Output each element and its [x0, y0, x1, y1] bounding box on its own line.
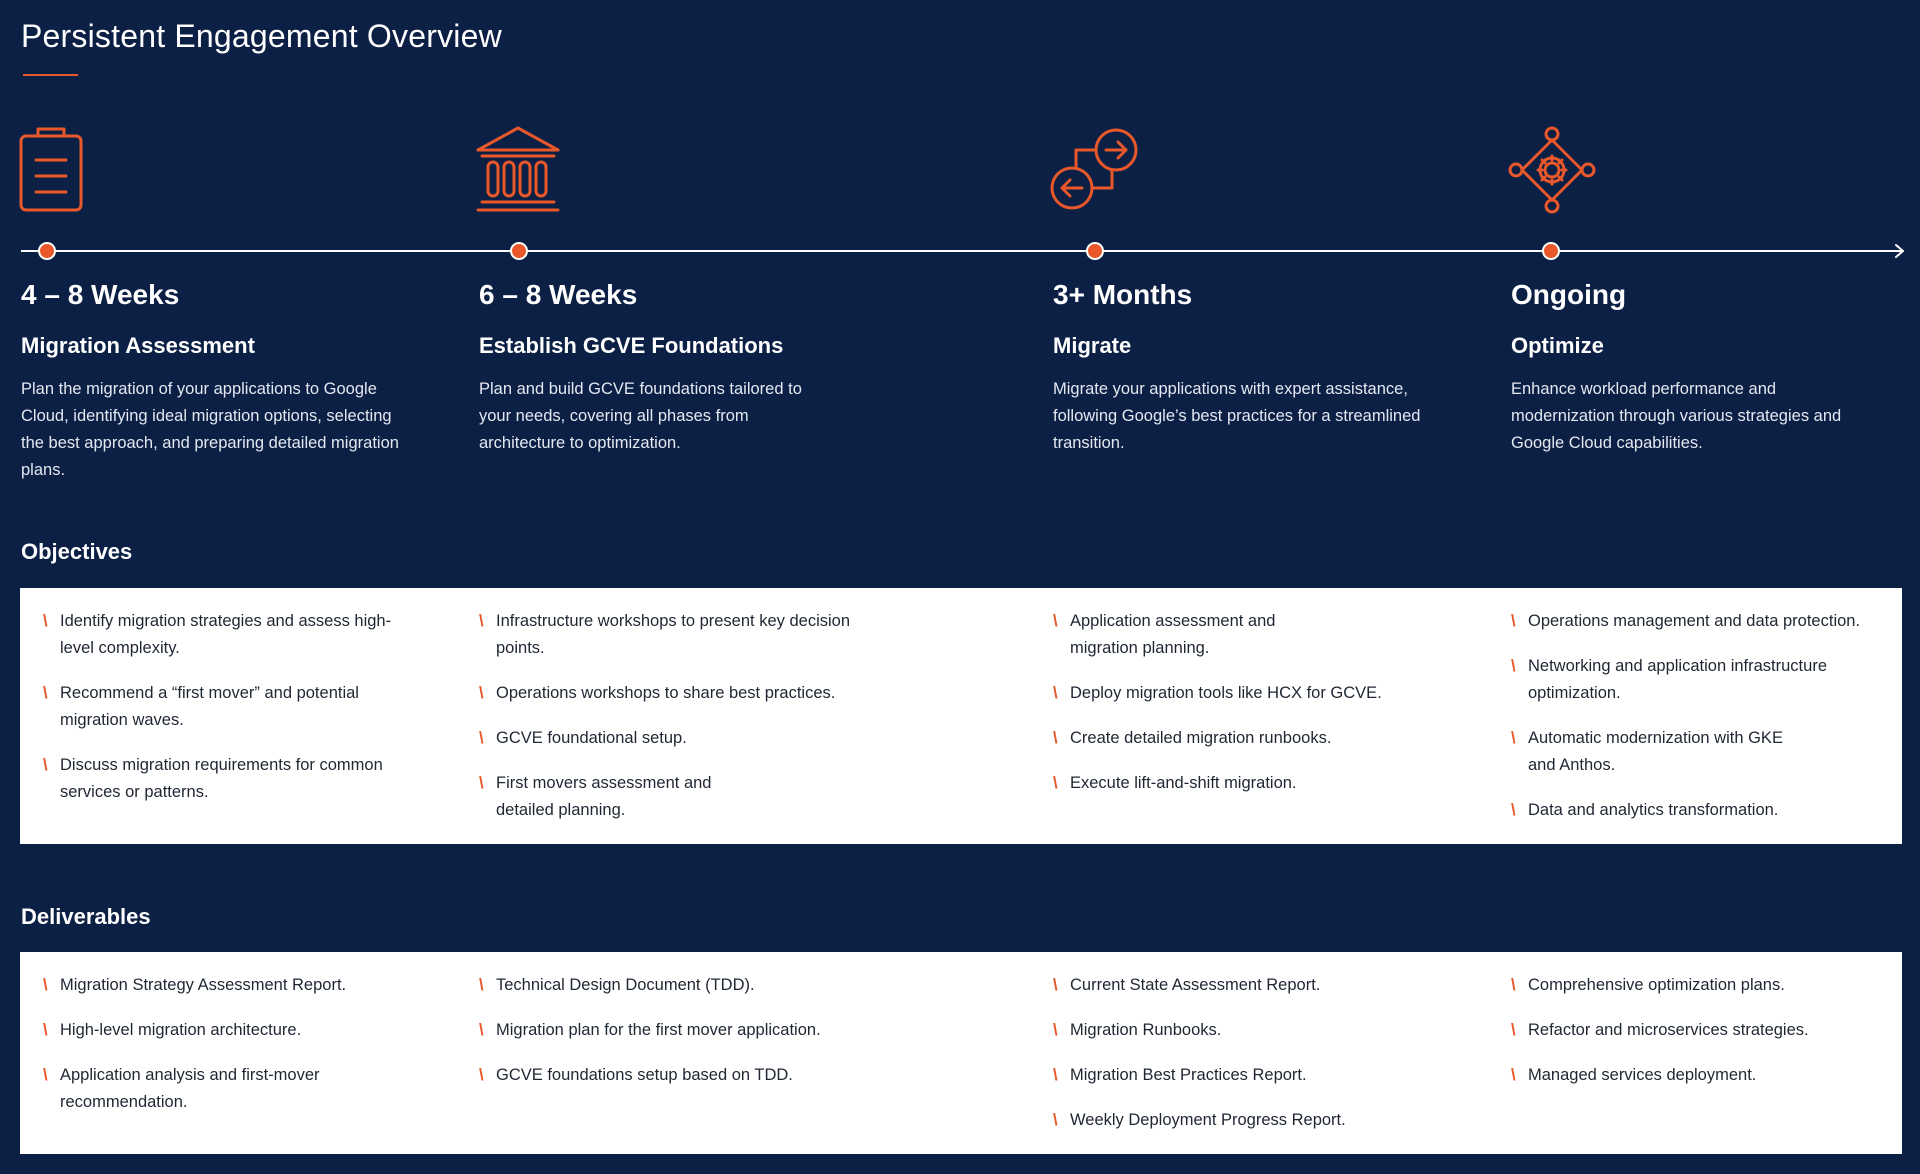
objective-item: \ Application assessment and migration planning.: [1030, 608, 1320, 662]
bullet-slash: \: [479, 729, 484, 747]
objective-item: \ Deploy migration tools like HCX for GCVE.: [1030, 680, 1410, 707]
phase-duration: 6 – 8 Weeks: [479, 279, 638, 310]
phase-title: Migrate: [1053, 333, 1132, 358]
objective-item: \ Networking and application infrastructure optimization.: [1488, 653, 1868, 707]
objectives-column: [1488, 608, 1898, 842]
deliverables-column: [20, 972, 410, 1134]
timeline-dot: [1086, 242, 1104, 260]
bullet-slash: \: [1511, 801, 1516, 819]
phase-title: Migration Assessment: [21, 333, 255, 358]
bullet-slash: \: [43, 1066, 48, 1084]
bullet-slash: \: [479, 774, 484, 792]
bullet-slash: \: [479, 1066, 484, 1084]
bullet-slash: \: [1053, 612, 1058, 630]
phase-title: Optimize: [1511, 333, 1604, 358]
deliverable-item: \ Migration Best Practices Report.: [1030, 1062, 1410, 1089]
bullet-slash: \: [43, 1021, 48, 1039]
migrate-arrows-icon: [1050, 126, 1140, 216]
title-underline: [23, 74, 78, 76]
bullet-slash: \: [479, 976, 484, 994]
clipboard-icon: [18, 126, 108, 216]
phase-description: Plan the migration of your applications to Google Cloud, identifying ideal migration options, selecting the best approach, and preparing detailed migration plans.: [21, 380, 399, 479]
objective-item: \ Execute lift-and-shift migration.: [1030, 770, 1410, 797]
bullet-slash: \: [1053, 1111, 1058, 1129]
timeline-arrowhead: [1888, 242, 1906, 260]
deliverable-item: \ Managed services deployment.: [1488, 1062, 1898, 1089]
objective-item: \ Infrastructure workshops to present key decision points.: [456, 608, 896, 662]
timeline-dot: [510, 242, 528, 260]
deliverable-item: \ Weekly Deployment Progress Report.: [1030, 1107, 1410, 1134]
objectives-column: [1030, 608, 1410, 815]
deliverables-heading: Deliverables: [21, 904, 151, 929]
phase-migrate: [1053, 278, 1423, 457]
objective-item: \ Recommend a “first mover” and potential migration waves.: [20, 680, 410, 734]
bullet-slash: \: [1053, 1021, 1058, 1039]
phase-duration: 3+ Months: [1053, 279, 1193, 310]
objective-item: \ Data and analytics transformation.: [1488, 797, 1898, 824]
phase-optimize: [1511, 278, 1881, 457]
deliverables-column: [1030, 972, 1410, 1152]
bullet-slash: \: [43, 976, 48, 994]
phase-description: Plan and build GCVE foundations tailored to your needs, covering all phases from architecture to optimization.: [479, 380, 802, 452]
phase-duration: Ongoing: [1511, 279, 1627, 310]
deliverable-item: \ Refactor and microservices strategies.: [1488, 1017, 1898, 1044]
bullet-slash: \: [1511, 1021, 1516, 1039]
deliverable-item: \ GCVE foundations setup based on TDD.: [456, 1062, 896, 1089]
deliverable-item: \ Technical Design Document (TDD).: [456, 972, 896, 999]
bullet-slash: \: [479, 1021, 484, 1039]
deliverables-panel: [20, 952, 1902, 1154]
deliverable-item: \ Current State Assessment Report.: [1030, 972, 1410, 999]
bullet-slash: \: [479, 684, 484, 702]
bullet-slash: \: [1511, 729, 1516, 747]
deliverable-item: \ High-level migration architecture.: [20, 1017, 410, 1044]
phase-title: Establish GCVE Foundations: [479, 333, 784, 358]
deliverable-item: \ Comprehensive optimization plans.: [1488, 972, 1898, 999]
deliverable-item: \ Migration plan for the first mover application.: [456, 1017, 896, 1044]
timeline-line: [21, 250, 1903, 252]
objectives-heading: Objectives: [21, 539, 133, 564]
objective-item: \ Operations management and data protection.: [1488, 608, 1898, 635]
bullet-slash: \: [479, 612, 484, 630]
phase-establish-foundations: [479, 278, 809, 457]
phase-duration: 4 – 8 Weeks: [21, 279, 180, 310]
objectives-panel: [20, 588, 1902, 844]
deliverables-column: [456, 972, 896, 1107]
bullet-slash: \: [1053, 1066, 1058, 1084]
bullet-slash: \: [43, 612, 48, 630]
phase-migration-assessment: [21, 278, 401, 484]
columns-building-icon: [476, 126, 566, 216]
objective-item: \ GCVE foundational setup.: [456, 725, 896, 752]
bullet-slash: \: [1053, 684, 1058, 702]
objective-item: \ Create detailed migration runbooks.: [1030, 725, 1410, 752]
objective-item: \ Discuss migration requirements for common services or patterns.: [20, 752, 410, 806]
objectives-column: [20, 608, 410, 824]
timeline-dot: [1542, 242, 1560, 260]
bullet-slash: \: [43, 684, 48, 702]
deliverable-item: \ Migration Runbooks.: [1030, 1017, 1410, 1044]
objective-item: \ First movers assessment and detailed planning.: [456, 770, 756, 824]
bullet-slash: \: [1511, 1066, 1516, 1084]
bullet-slash: \: [43, 756, 48, 774]
bullet-slash: \: [1053, 729, 1058, 747]
bullet-slash: \: [1053, 976, 1058, 994]
page-title: Persistent Engagement Overview: [21, 18, 502, 54]
phase-description: Migrate your applications with expert assistance, following Google’s best practices for a streamlined transition.: [1053, 380, 1421, 452]
bullet-slash: \: [1511, 657, 1516, 675]
objective-item: \ Automatic modernization with GKE and Anthos.: [1488, 725, 1808, 779]
objective-item: \ Identify migration strategies and assess high-level complexity.: [20, 608, 410, 662]
objectives-column: [456, 608, 896, 842]
bullet-slash: \: [1053, 774, 1058, 792]
objective-item: \ Operations workshops to share best practices.: [456, 680, 896, 707]
bullet-slash: \: [1511, 612, 1516, 630]
timeline-dot: [38, 242, 56, 260]
deliverables-column: [1488, 972, 1898, 1107]
deliverable-item: \ Migration Strategy Assessment Report.: [20, 972, 410, 999]
phase-description: Enhance workload performance and modernization through various strategies and Google Cloud capabilities.: [1511, 380, 1842, 452]
bullet-slash: \: [1511, 976, 1516, 994]
deliverable-item: \ Application analysis and first-mover recommendation.: [20, 1062, 350, 1116]
gear-network-icon: [1508, 126, 1598, 216]
